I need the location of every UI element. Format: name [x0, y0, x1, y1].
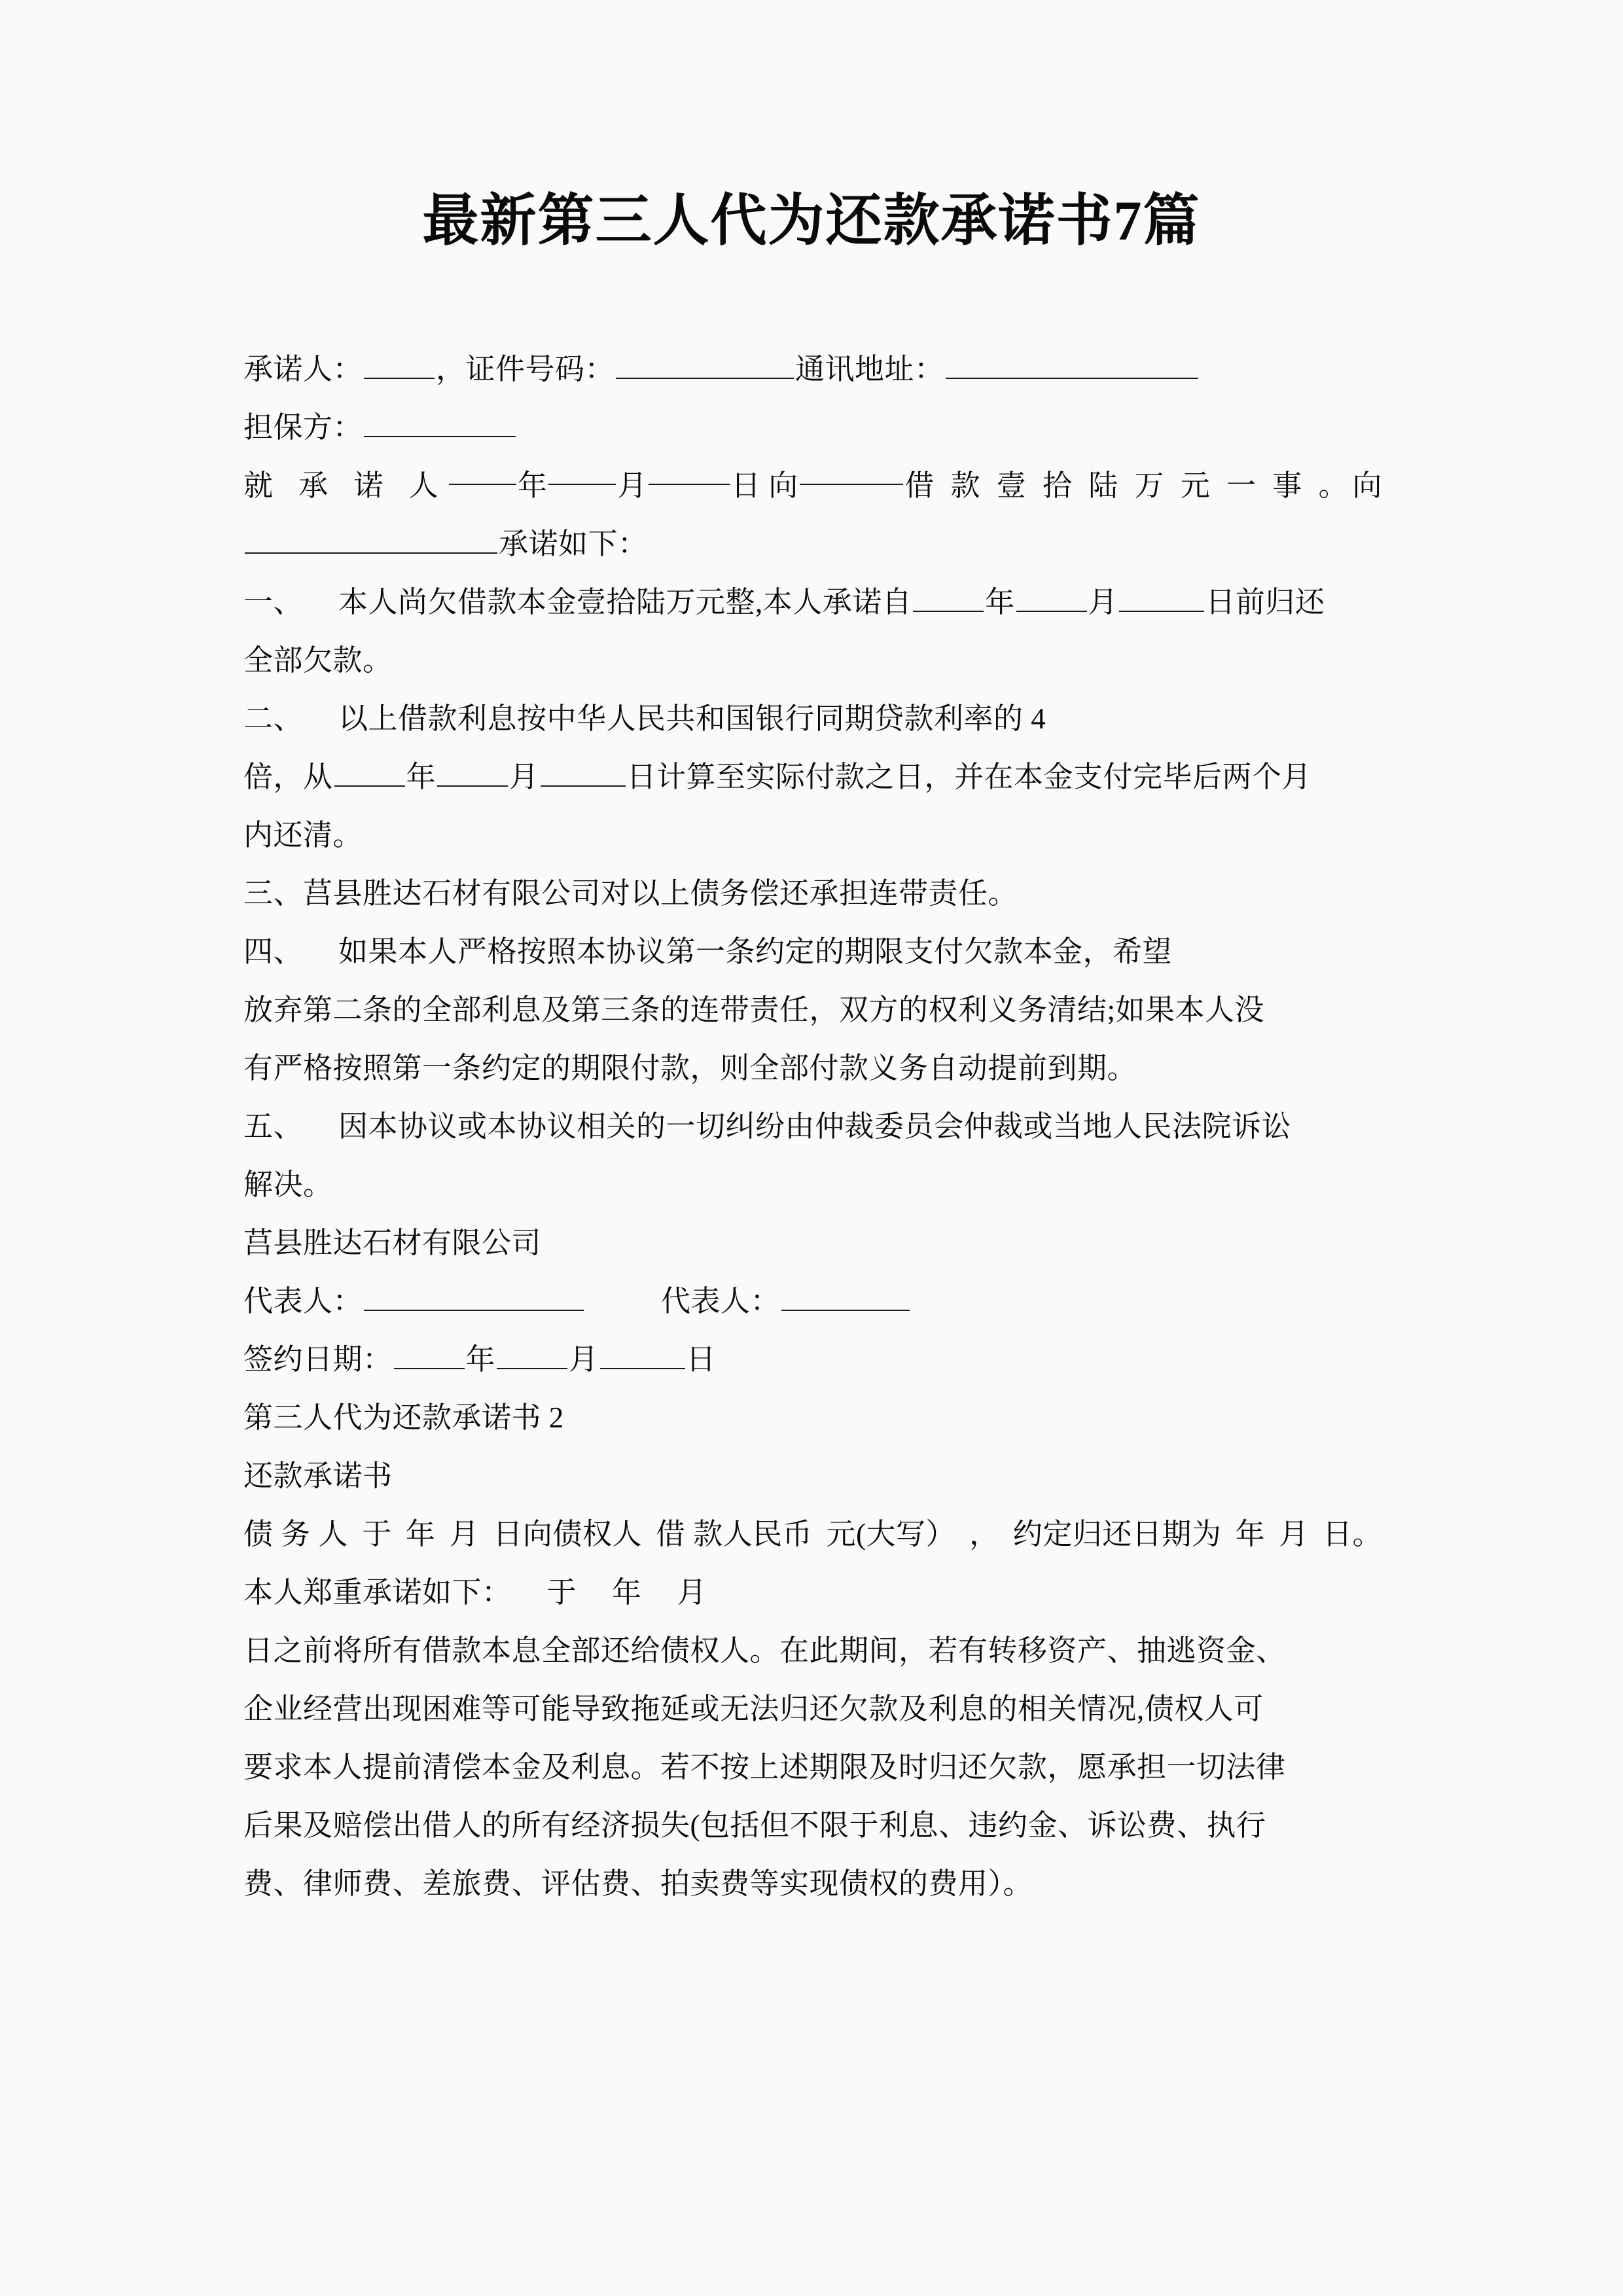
clause-1-year-blank[interactable]: [913, 584, 984, 612]
clause-5-line-1: [243, 1098, 1382, 1156]
signing-date-month-label: 月: [569, 1343, 599, 1376]
guarantor-blank[interactable]: [364, 409, 516, 437]
clause-3-text: 莒县胜达石材有限公司对以上债务偿还承担连带责任。: [303, 877, 1018, 910]
id-label: ，证件号码：: [436, 353, 615, 386]
clause-1-line-1: [243, 573, 1382, 632]
clause-2-year-label: 年: [406, 761, 437, 793]
debtor-part-9: 年: [1235, 1518, 1266, 1551]
clause-4-line-1: [243, 923, 1382, 981]
guarantor-label: 担保方：: [243, 411, 363, 444]
clause-4-number: 四、: [243, 935, 304, 968]
signing-date-month-blank[interactable]: [497, 1341, 567, 1369]
clause-2-month-label: 月: [509, 761, 539, 793]
intro-promisee-blank[interactable]: [245, 526, 497, 554]
signing-date-day-label: 日: [686, 1343, 717, 1376]
clause-2-year-blank[interactable]: [334, 759, 405, 787]
intro-suffix: 承诺如下：: [499, 528, 648, 560]
clause-1-number: 一、: [243, 586, 304, 619]
section-2-subheading: 还款承诺书: [243, 1460, 393, 1492]
clause-5-line-2: 解决。: [243, 1168, 333, 1201]
debtor-part-10: 月: [1279, 1518, 1309, 1551]
intro-line-2: [243, 515, 1382, 573]
pledge-part-0: 本人郑重承诺如下：: [243, 1576, 512, 1609]
debtor-part-1: 于: [362, 1518, 392, 1551]
clause-4-text: 如果本人严格按照本协议第一条约定的期限支付欠款本金，希望: [338, 935, 1173, 968]
clause-1-text-b: 日前归还: [1205, 586, 1325, 619]
pledge-part-2: 年: [612, 1576, 642, 1609]
address-blank[interactable]: [946, 351, 1198, 379]
clause-2-text: 以上借款利息按中华人民共和国银行同期贷款利率的 4: [338, 702, 1046, 735]
intro-day-label: 日 向: [731, 469, 798, 502]
debtor-part-11: 日。: [1322, 1518, 1382, 1551]
pledge-line: [243, 1564, 1382, 1622]
promisor-blank[interactable]: [364, 351, 435, 379]
section-2-heading: 第三人代为还款承诺书 2: [243, 1401, 564, 1434]
clause-4-line-2: 放弃第二条的全部利息及第三条的连带责任，双方的权利义务清结;如果本人没: [243, 994, 1265, 1026]
clause-1-line-2: 全部欠款。: [243, 644, 393, 677]
document-body: [243, 340, 1382, 1913]
pledge-part-1: 于: [546, 1576, 577, 1609]
id-blank[interactable]: [616, 351, 794, 379]
representative-blank-right[interactable]: [781, 1283, 910, 1311]
promisor-label: 承诺人：: [243, 353, 363, 386]
clause-1-month-blank[interactable]: [1016, 584, 1087, 612]
pledge-part-3: 月: [677, 1576, 707, 1609]
paragraph-line-2: 要求本人提前清偿本金及利息。若不按上述期限及时归还欠款，愿承担一切法律: [243, 1751, 1286, 1784]
intro-day-blank[interactable]: [649, 457, 730, 485]
clause-2-day-blank[interactable]: [541, 759, 626, 787]
clause-2-text-b: 日计算至实际付款之日，并在本金支付完毕后两个月: [626, 761, 1312, 793]
debtor-part-0: 债 务 人: [243, 1518, 349, 1551]
intro-month-blank[interactable]: [548, 457, 616, 485]
debtor-part-8: 约定归还日期为: [1012, 1518, 1222, 1551]
signing-date-day-blank[interactable]: [600, 1341, 685, 1369]
debtor-part-2: 年: [405, 1518, 436, 1551]
representative-label-left: 代表人：: [243, 1285, 363, 1318]
clause-3-line-1: [243, 865, 1382, 923]
clause-2-line-1: [243, 690, 1382, 748]
clause-3-number: 三、: [243, 877, 304, 910]
paragraph-line-3: 后果及赔偿出借人的所有经济损失(包括但不限于利息、违约金、诉讼费、执行: [243, 1809, 1266, 1842]
debtor-part-5: 借 款人民币: [656, 1518, 813, 1551]
signing-date-label: 签约日期：: [243, 1343, 393, 1376]
intro-month-label: 月: [617, 469, 647, 502]
clause-4-line-3: 有严格按照第一条约定的期限付款，则全部付款义务自动提前到期。: [243, 1052, 1137, 1085]
signing-date-line: [243, 1331, 1382, 1389]
guarantor-line: [243, 399, 1382, 457]
clause-1-text-a: 本人尚欠借款本金壹拾陆万元整,本人承诺自: [338, 586, 912, 619]
debtor-part-4: 日向债权人: [493, 1518, 642, 1551]
clause-2-text-a: 倍，从: [243, 761, 333, 793]
clause-2-number: 二、: [243, 702, 304, 735]
intro-prefix: 就 承 诺 人: [243, 469, 448, 502]
representative-blank-left[interactable]: [364, 1283, 584, 1311]
promisor-line: [243, 340, 1382, 399]
clause-2-line-2: [243, 748, 1382, 806]
company-name: 莒县胜达石材有限公司: [243, 1227, 542, 1259]
clause-2-month-blank[interactable]: [437, 759, 508, 787]
debtor-part-7: ，: [969, 1518, 999, 1551]
clause-5-text: 因本协议或本协议相关的一切纠纷由仲裁委员会仲裁或当地人民法院诉讼: [338, 1110, 1292, 1143]
intro-year-label: 年: [517, 469, 548, 502]
intro-amount: 借 款 壹 拾 陆 万 元 一 事 。: [904, 469, 1353, 502]
page-title: 最新第三人代为还款承诺书7篇: [422, 189, 1201, 252]
debtor-part-3: 月: [449, 1518, 480, 1551]
debtor-part-6: 元(大写）: [826, 1518, 955, 1551]
signing-date-year-blank[interactable]: [394, 1341, 465, 1369]
paragraph-line-0: 日之前将所有借款本息全部还给债权人。在此期间，若有转移资产、抽逃资金、: [243, 1634, 1286, 1667]
paragraph-line-4: 费、律师费、差旅费、评估费、拍卖费等实现债权的费用）。: [243, 1867, 1033, 1900]
intro-year-blank[interactable]: [449, 457, 516, 485]
signing-date-year-label: 年: [465, 1343, 496, 1376]
clause-1-year-label: 年: [985, 586, 1015, 619]
intro-line-1: [243, 457, 1382, 515]
paragraph-line-1: 企业经营出现困难等可能导致拖延或无法归还欠款及利息的相关情况,债权人可: [243, 1693, 1264, 1725]
representative-label-right: 代表人：: [661, 1285, 781, 1318]
intro-lender-blank[interactable]: [800, 457, 903, 485]
debtor-line: [243, 1505, 1382, 1564]
clause-5-number: 五、: [243, 1110, 304, 1143]
clause-1-month-label: 月: [1088, 586, 1118, 619]
intro-to: 向: [1352, 469, 1383, 502]
address-label: 通讯地址：: [795, 353, 944, 386]
representative-line: [243, 1272, 1382, 1331]
clause-1-day-blank[interactable]: [1119, 584, 1204, 612]
clause-2-line-3: 内还清。: [243, 819, 363, 852]
